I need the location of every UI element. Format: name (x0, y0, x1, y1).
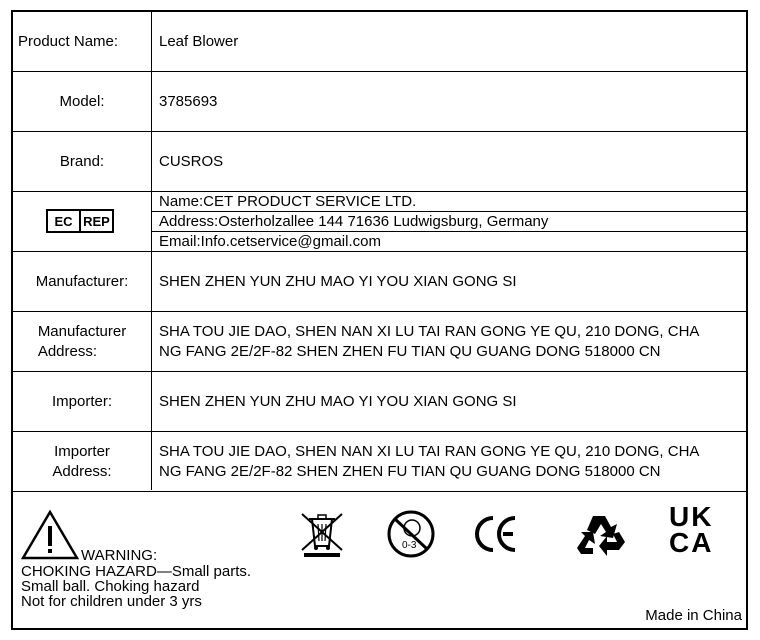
age-symbol-text: 0-3 (402, 540, 417, 551)
row-ec-rep (13, 192, 746, 252)
manufacturer-address-label-line1: Manufacturer (37, 322, 127, 340)
product-name-label: Product Name: (18, 32, 119, 50)
ec-rep-badge-rep: REP (83, 213, 110, 229)
ec-rep-name: Name:CET PRODUCT SERVICE LTD. (152, 192, 746, 212)
importer-value: SHEN ZHEN YUN ZHU MAO YI YOU XIAN GONG SI (159, 392, 517, 410)
ce-mark-text: CE (473, 512, 475, 513)
product-name-value: Leaf Blower (159, 32, 239, 50)
manufacturer-address-line1: SHA TOU JIE DAO, SHEN NAN XI LU TAI RAN GONG YE QU, 210 DONG, CHA (159, 322, 700, 340)
row-manufacturer (13, 252, 746, 312)
manufacturer-address-value (159, 312, 740, 371)
made-in-text: Made in China (645, 607, 742, 624)
warning-title: WARNING: (81, 547, 158, 564)
symbols-area (13, 490, 746, 630)
manufacturer-address-line2: NG FANG 2E/2F-82 SHEN ZHEN FU TIAN QU GUANG DONG 518000 CN (159, 342, 661, 360)
ec-rep-badge-ec: EC (54, 213, 73, 229)
weee-crossed-bin-icon (298, 510, 346, 558)
importer-address-label-line1: Importer (54, 442, 110, 460)
recycle-icon (573, 512, 629, 558)
row-manufacturer-address (13, 312, 746, 372)
manufacturer-label: Manufacturer: (35, 272, 129, 290)
importer-address-label (13, 432, 151, 491)
manufacturer-address-label (13, 312, 151, 371)
no-under-3-icon (384, 510, 438, 558)
model-label: Model: (59, 92, 105, 110)
ec-rep-address: Address:Osterholzallee 144 71636 Ludwigsburg, Germany (152, 212, 746, 232)
warning-line1: CHOKING HAZARD—Small parts. (21, 563, 252, 580)
warning-line2: Small ball. Choking hazard (21, 578, 200, 595)
model-value: 3785693 (159, 92, 218, 110)
ukca-bottom: CA (669, 527, 714, 558)
importer-label: Importer: (51, 392, 112, 410)
importer-address-label-line2: Address: (52, 462, 112, 480)
importer-address-line1: SHA TOU JIE DAO, SHEN NAN XI LU TAI RAN GONG YE QU, 210 DONG, CHA (159, 442, 700, 460)
row-importer (13, 372, 746, 432)
warning-line3: Not for children under 3 yrs (21, 593, 202, 610)
manufacturer-value: SHEN ZHEN YUN ZHU MAO YI YOU XIAN GONG SI (159, 272, 517, 290)
ec-rep-email: Email:Info.cetservice@gmail.com (159, 233, 381, 250)
manufacturer-address-label-line2: Address: (37, 342, 98, 360)
brand-value: CUSROS (159, 152, 224, 170)
brand-label: Brand: (59, 152, 105, 170)
row-brand (13, 132, 746, 192)
row-importer-address (13, 432, 746, 492)
ce-mark-icon (473, 512, 523, 556)
importer-address-line2: NG FANG 2E/2F-82 SHEN ZHEN FU TIAN QU GUANG DONG 518000 CN (159, 462, 661, 480)
warning-triangle-icon (21, 510, 79, 560)
ec-rep-badge (46, 209, 114, 233)
row-model (13, 72, 746, 132)
ukca-mark-icon (669, 501, 731, 558)
ukca-top: UK (669, 501, 714, 532)
row-product-name (13, 12, 746, 72)
product-label-table (11, 10, 748, 630)
importer-address-value (159, 432, 740, 491)
